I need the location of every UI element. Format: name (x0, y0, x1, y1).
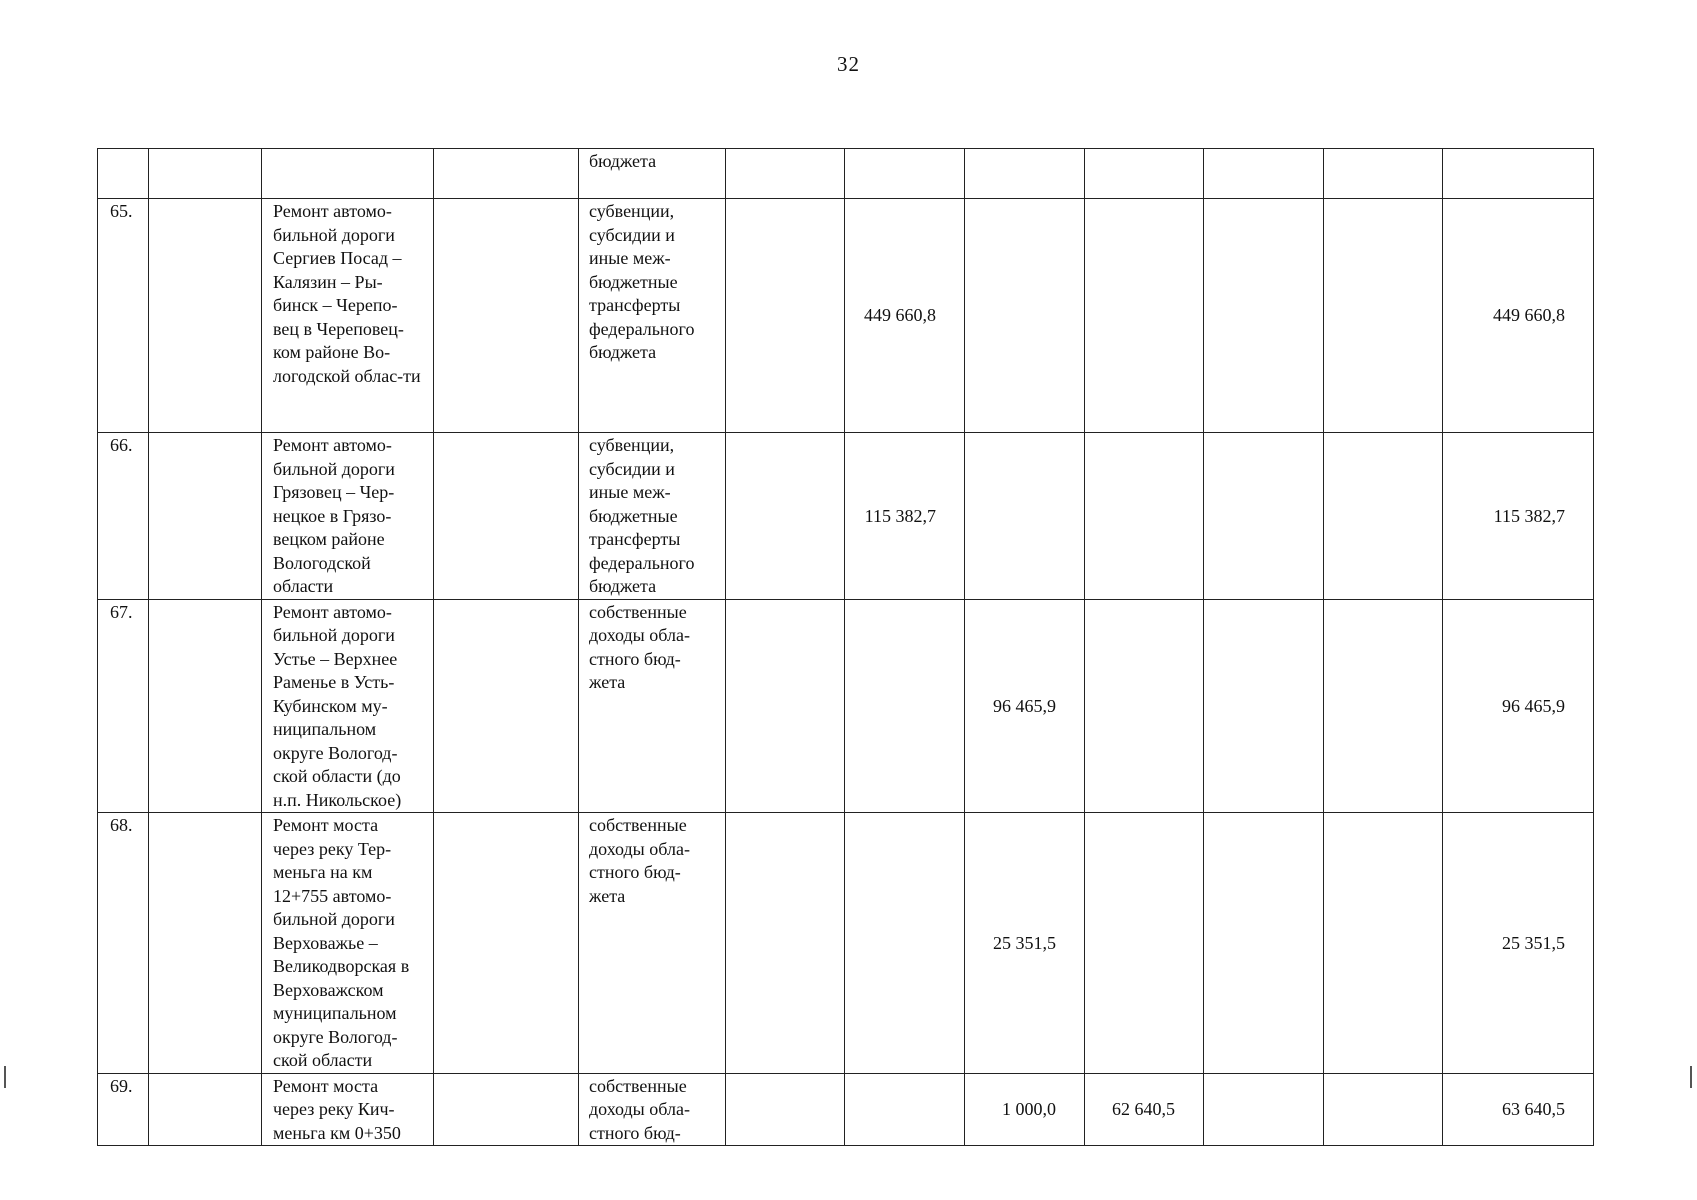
value-cell (726, 199, 845, 433)
table-row (98, 199, 1594, 433)
value-cell (965, 149, 1085, 199)
value-cell (845, 149, 965, 199)
value-cell (1085, 813, 1204, 1074)
extra-cell (434, 599, 579, 813)
value-cell: 62 640,5 (1085, 1073, 1204, 1146)
table-row (98, 433, 1594, 600)
row-number-cell: 65. (98, 199, 149, 433)
value-cell (1324, 149, 1443, 199)
page-number: 32 (837, 52, 860, 76)
value-cell (1324, 1073, 1443, 1146)
funding-source-cell: собственные доходы обла-стного бюд-жета (579, 599, 726, 813)
table-row (98, 1073, 1594, 1146)
total-cell: 449 660,8 (1443, 199, 1594, 433)
code-cell (149, 1073, 262, 1146)
value-cell (965, 433, 1085, 600)
value-cell (726, 149, 845, 199)
value-cell (845, 1073, 965, 1146)
description-cell: Ремонт автомо-бильной дороги Грязовец – Чер-нецкое в Грязо-вецком районе Вологодской области (262, 433, 434, 600)
extra-cell (434, 813, 579, 1074)
value-cell (1204, 433, 1324, 600)
funding-source-cell: субвенции, субсидии и иные меж-бюджетные трансферты федерального бюджета (579, 433, 726, 600)
value-cell (726, 813, 845, 1074)
value-cell: 96 465,9 (965, 599, 1085, 813)
code-cell (149, 813, 262, 1074)
table-row (98, 599, 1594, 813)
row-number-cell: 67. (98, 599, 149, 813)
total-cell: 63 640,5 (1443, 1073, 1594, 1146)
description-cell (262, 149, 434, 199)
funding-source-cell: бюджета (579, 149, 726, 199)
row-number-cell: 68. (98, 813, 149, 1074)
total-cell: 25 351,5 (1443, 813, 1594, 1074)
extra-cell (434, 199, 579, 433)
value-cell: 25 351,5 (965, 813, 1085, 1074)
value-cell (1324, 813, 1443, 1074)
value-cell: 115 382,7 (845, 433, 965, 600)
value-cell (1204, 149, 1324, 199)
table-body (98, 149, 1594, 1146)
value-cell (1204, 813, 1324, 1074)
table-row (98, 149, 1594, 199)
value-cell (845, 813, 965, 1074)
extra-cell (434, 1073, 579, 1146)
description-cell: Ремонт моста через реку Тер-меньга на км 12+755 автомо-бильной дороги Верховажье – Великодворская в Верховажском муниципальном округе Вологод-ской области (262, 813, 434, 1074)
funding-source-cell: собственные доходы обла-стного бюд-жета (579, 813, 726, 1074)
scan-mark-left (4, 1066, 6, 1088)
value-cell (1324, 433, 1443, 600)
value-cell (726, 433, 845, 600)
row-number-cell: 66. (98, 433, 149, 600)
scan-mark-right (1690, 1066, 1692, 1088)
value-cell (726, 599, 845, 813)
code-cell (149, 199, 262, 433)
value-cell (1085, 149, 1204, 199)
row-number-cell (98, 149, 149, 199)
code-cell (149, 433, 262, 600)
description-cell: Ремонт автомо-бильной дороги Устье – Верхнее Раменье в Усть-Кубинском му-ниципальном округе Вологод-ской области (до н.п. Никольское) (262, 599, 434, 813)
value-cell (1204, 199, 1324, 433)
value-cell (726, 1073, 845, 1146)
value-cell (1204, 1073, 1324, 1146)
value-cell (1324, 599, 1443, 813)
code-cell (149, 149, 262, 199)
value-cell: 449 660,8 (845, 199, 965, 433)
description-cell: Ремонт автомо-бильной дороги Сергиев Посад – Калязин – Ры-бинск – Черепо-вец в Череповец-ком районе Во-логодской облас-ти (262, 199, 434, 433)
value-cell: 1 000,0 (965, 1073, 1085, 1146)
value-cell (1085, 199, 1204, 433)
funding-source-cell: субвенции, субсидии и иные меж-бюджетные трансферты федерального бюджета (579, 199, 726, 433)
total-cell: 115 382,7 (1443, 433, 1594, 600)
description-cell: Ремонт моста через реку Кич-меньга км 0+350 (262, 1073, 434, 1146)
row-number-cell: 69. (98, 1073, 149, 1146)
total-cell (1443, 149, 1594, 199)
value-cell (965, 199, 1085, 433)
value-cell (1204, 599, 1324, 813)
value-cell (845, 599, 965, 813)
budget-table (97, 148, 1594, 1146)
value-cell (1085, 433, 1204, 600)
extra-cell (434, 149, 579, 199)
table-row (98, 813, 1594, 1074)
funding-source-cell: собственные доходы обла-стного бюд- (579, 1073, 726, 1146)
value-cell (1085, 599, 1204, 813)
total-cell: 96 465,9 (1443, 599, 1594, 813)
value-cell (1324, 199, 1443, 433)
code-cell (149, 599, 262, 813)
extra-cell (434, 433, 579, 600)
